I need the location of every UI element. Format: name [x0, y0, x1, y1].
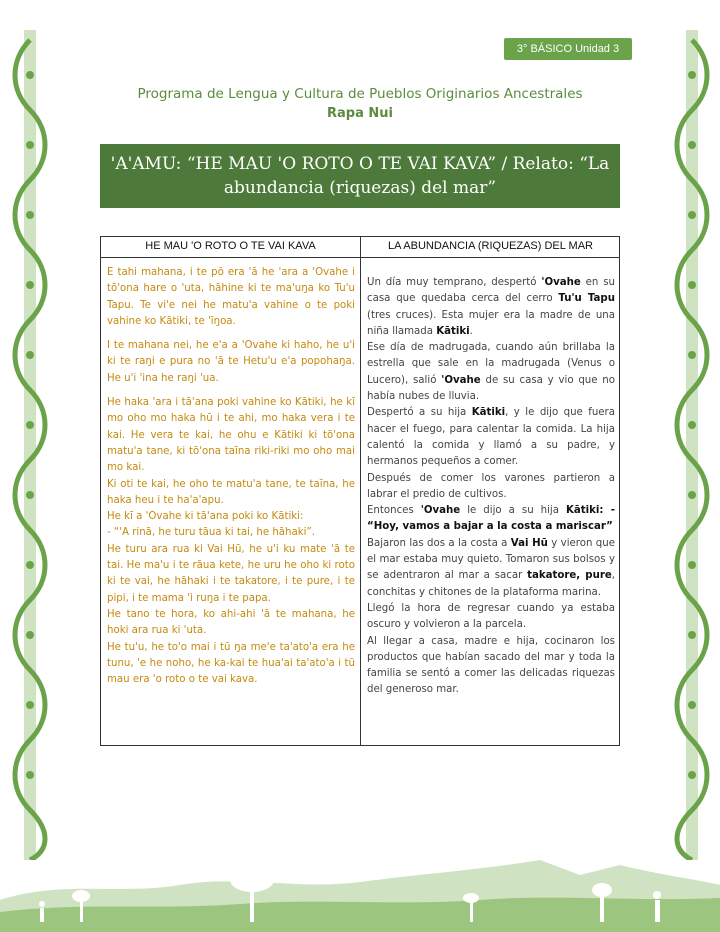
- spanish-paragraph: Después de comer los varones partieron a labrar el predio de cultivos.: [367, 472, 615, 500]
- decorative-border-right: [670, 30, 714, 860]
- rapanui-paragraph: I te mahana nei, he e'a a 'Ovahe ki haho, he u'i ki te raŋi e pura no 'ā te Hetu'u e'a popohaŋa. He u'i 'ina he raŋi 'ua.: [107, 340, 355, 384]
- story-title: 'A'AMU: “HE MAU 'O ROTO O TE VAI KAVA” / Relato: “La abundancia (riquezas) del mar”: [110, 154, 610, 198]
- spanish-column-header: LA ABUNDANCIA (RIQUEZAS) DEL MAR: [388, 240, 593, 252]
- spanish-paragraph: Al llegar a casa, madre e hija, cocinaron los productos que habían sacado del mar y toda la familia se sentó a comer las delicadas riquezas del generoso mar.: [367, 635, 615, 696]
- column-divider: [360, 237, 361, 745]
- header-divider: [101, 257, 619, 258]
- landscape-illustration: [0, 840, 720, 932]
- spanish-paragraph: Entonces 'Ovahe le dijo a su hija Kātiki: - “Hoy, vamos a bajar a la costa a mariscar”: [367, 505, 615, 533]
- rapanui-paragraph: Ki oti te kai, he oho te matu'a tane, te taīna, he haka heu i te ha'a'apu.: [107, 478, 355, 506]
- spanish-paragraph: Un día muy temprano, despertó 'Ovahe en su casa que quedaba cerca del cerro Tu'u Tapu (tres cruces). Esta mujer era la madre de una niña llamada Kātiki.: [367, 277, 615, 337]
- spanish-paragraph: Bajaron las dos a la costa a Vai Hū y vieron que el mar estaba muy quieto. Tomaron sus bolsos y se adentraron al mar a sacar takatore, pure, conchitas y chitones de la plataforma marina.: [367, 537, 616, 598]
- rapanui-paragraph: He kī a 'Ovahe ki tā'ana poki ko Kātiki:: [107, 511, 304, 523]
- rapanui-paragraph: E tahi mahana, i te pō era 'ā he 'ara a 'Ovahe i tō'ona hare o 'uta, hāhine ki te ma'uŋa ko Tu'u Tapu. Te vi'e nei he matu'a vahine o te poki vahine ko Kātiki, te 'īŋoa.: [107, 267, 355, 327]
- spanish-paragraph: Despertó a su hija Kātiki, y le dijo que fuera hacer el fuego, para calentar la comida. La hija calentó la comida y llamó a su padre, y hermanos pequeños a comer.: [367, 407, 615, 468]
- subject-title: Rapa Nui: [327, 106, 393, 121]
- rapanui-paragraph: He turu ara rua ki Vai Hū, he u'i ku mate 'ā te tai. He ma'u i te rāua kete, he uru he oho ki roto ki te vai, he hāhaki i te takatore, i te pure, i te pipi, i te mama 'i ruŋa i te papa.: [107, 543, 355, 604]
- spanish-paragraph: Ese día de madrugada, cuando aún brillaba la estrella que sale en la madrugada (Venus o Lucero), salió 'Ovahe de su casa y vio que no había nubes de lluvia.: [367, 342, 615, 403]
- rapanui-story-text: [107, 265, 355, 688]
- rapanui-paragraph: He tano te hora, ko ahi-ahi 'ā te mahana, he hoki ara rua ki 'uta.: [107, 608, 355, 637]
- rapanui-paragraph: He tu'u, he to'o mai i tū ŋa me'e ta'ato'a era he tunu, 'e he noho, he ka-kai te hua'ai ta'ato'a i tū mau era 'o roto o te vai kava.: [107, 641, 355, 686]
- spanish-paragraph: Llegó la hora de regresar cuando ya estaba oscuro y volvieron a la parcela.: [367, 602, 615, 631]
- rapanui-paragraph: - “'A rinā, he turu tāua ki tai, he hāhaki”.: [107, 527, 315, 539]
- rapanui-column-header: HE MAU 'O ROTO O TE VAI KAVA: [145, 240, 316, 252]
- rapanui-paragraph: He haka 'ara i tā'ana poki vahine ko Kātiki, he kī mo oho mo haka hū i te ahi, mo haka vera i te kai. He vera te kai, he ohu e Kātiki ki tō'ona matu'a tane, ki tō'ona taīna riki-riki mo oho mai mo kai.: [107, 397, 355, 474]
- bilingual-story-table: [100, 236, 620, 746]
- decorative-border-left: [8, 30, 52, 860]
- story-title-banner: [100, 144, 620, 208]
- grade-unit-badge: 3° BÁSICO Unidad 3: [504, 38, 632, 60]
- spanish-story-text: [367, 275, 615, 699]
- program-title: Programa de Lengua y Cultura de Pueblos Originarios Ancestrales: [137, 86, 583, 102]
